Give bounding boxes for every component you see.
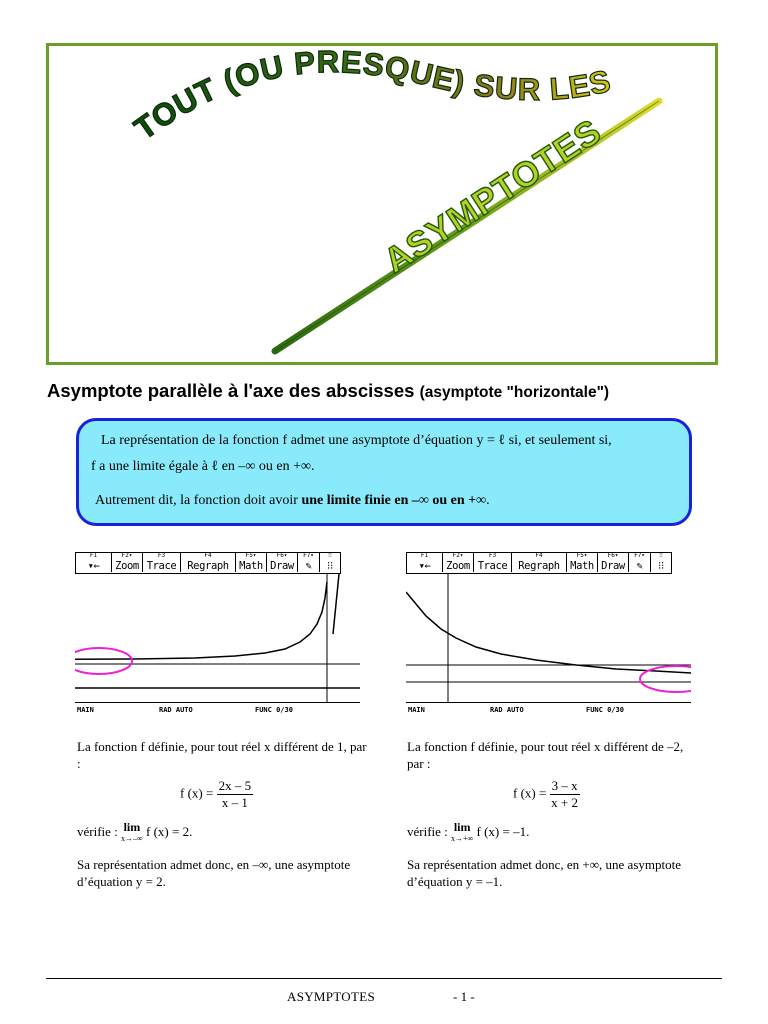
function-formula [513, 778, 580, 811]
function-curve [75, 574, 339, 659]
toolbar-zoom-button: F2▾ Zoom [112, 553, 143, 572]
limit-rhs: f (x) = 2. [146, 823, 193, 839]
calculator-screen-right [406, 552, 691, 717]
limit-rhs: f (x) = –1. [476, 823, 530, 839]
definition-line-3-prefix: Autrement dit, la fonction doit avoir [95, 493, 302, 508]
toolbar-f1-button: F1 ▾← [407, 553, 443, 572]
toolbar-trace-button: F3 Trace [474, 553, 512, 572]
verif-label: vérifie : [77, 823, 118, 839]
definition-line-3-suffix: . [486, 493, 490, 508]
toolbar-f8-button: ⁝⁝ ⁝⁝ [658, 552, 664, 572]
status-angle: RAD AUTO [490, 706, 524, 714]
function-graph-right [406, 574, 691, 702]
svg-text:TOUT (OU PRESQUE) SUR LES [128, 46, 615, 147]
footer-divider [46, 978, 722, 979]
verif-label: vérifie : [407, 823, 448, 839]
limit-statement [407, 822, 529, 844]
formula-denominator: x + 2 [551, 795, 578, 810]
calculator-screen-left [75, 552, 360, 717]
example-left [77, 738, 367, 889]
toolbar-math-button: F5▾ Math [567, 553, 598, 572]
toolbar-zoom-button: F2▾ Zoom [443, 553, 474, 572]
toolbar-draw-button: F6▾ Draw [598, 553, 629, 572]
calculator-toolbar [406, 552, 672, 574]
page-number: - 1 - [453, 989, 475, 1004]
status-mode: MAIN [408, 706, 425, 714]
toolbar-f8-button: ⁝⁝ ⁝⁝ [327, 552, 333, 572]
calculator-toolbar [75, 552, 341, 574]
toolbar-regraph-button: F4 Regraph [512, 553, 567, 572]
example-intro: La fonction f définie, pour tout réel x différent de 1, par : [77, 739, 367, 771]
definition-line-1: La représentation de la fonction f admet une asymptote d’équation y = ℓ si, et seulement si, [101, 433, 612, 448]
formula-denominator: x – 1 [221, 795, 248, 810]
section-title-main: Asymptote parallèle à l'axe des abscisses [47, 380, 415, 401]
toolbar-math-button: F5▾ Math [236, 553, 267, 572]
status-angle: RAD AUTO [159, 706, 193, 714]
toolbar-trace-button: F3 Trace [143, 553, 181, 572]
limit-operator: lim x→+∞ [451, 820, 474, 843]
pencil-icon: F7▾ ✎ [298, 553, 320, 572]
definition-line-2: f a une limite égale à ℓ en –∞ ou en +∞. [91, 459, 315, 474]
formula-numerator: 2x – 5 [218, 778, 252, 793]
function-graph-left [75, 574, 360, 702]
toolbar-f1-button: F1 ▾← [76, 553, 112, 572]
formula-numerator: 3 – x [551, 778, 578, 793]
example-conclusion: Sa représentation admet donc, en +∞, une asymptote d’équation y = –1. [407, 857, 681, 889]
banner-wordart [49, 46, 715, 362]
calculator-status-bar [75, 702, 360, 717]
calculator-status-bar [406, 702, 691, 717]
toolbar-regraph-button: F4 Regraph [181, 553, 236, 572]
function-curve [406, 592, 691, 673]
definition-line-3 [95, 489, 490, 512]
footer-title: ASYMPTOTES [287, 989, 376, 1004]
banner-title-line1: TOUT (OU PRESQUE) SUR LES [127, 46, 615, 147]
limit-operator: lim x→–∞ [121, 820, 143, 843]
status-func: FUNC 0/30 [586, 706, 624, 714]
asymptote-highlight [640, 666, 691, 692]
toolbar-draw-button: F6▾ Draw [267, 553, 298, 572]
asymptote-highlight [75, 648, 132, 674]
status-func: FUNC 0/30 [255, 706, 293, 714]
definition-line-3-bold: une limite finie en –∞ ou en +∞ [301, 493, 487, 508]
banner-title-line2: ASYMPTOTES [377, 111, 609, 281]
definition-box [76, 418, 692, 526]
formula-lhs: f (x) = [180, 785, 214, 801]
formula-fraction [217, 778, 254, 811]
section-title [47, 380, 609, 402]
pencil-icon: F7▾ ✎ [629, 553, 651, 572]
status-mode: MAIN [77, 706, 94, 714]
section-title-sub: (asymptote "horizontale") [419, 384, 610, 401]
limit-statement [77, 822, 192, 844]
title-banner [46, 43, 718, 365]
example-intro: La fonction f définie, pour tout réel x différent de –2, par : [407, 739, 684, 771]
example-right [407, 738, 697, 889]
formula-lhs: f (x) = [513, 785, 547, 801]
function-formula [180, 778, 253, 811]
formula-fraction [550, 778, 580, 811]
example-conclusion: Sa représentation admet donc, en –∞, une asymptote d’équation y = 2. [77, 857, 351, 889]
